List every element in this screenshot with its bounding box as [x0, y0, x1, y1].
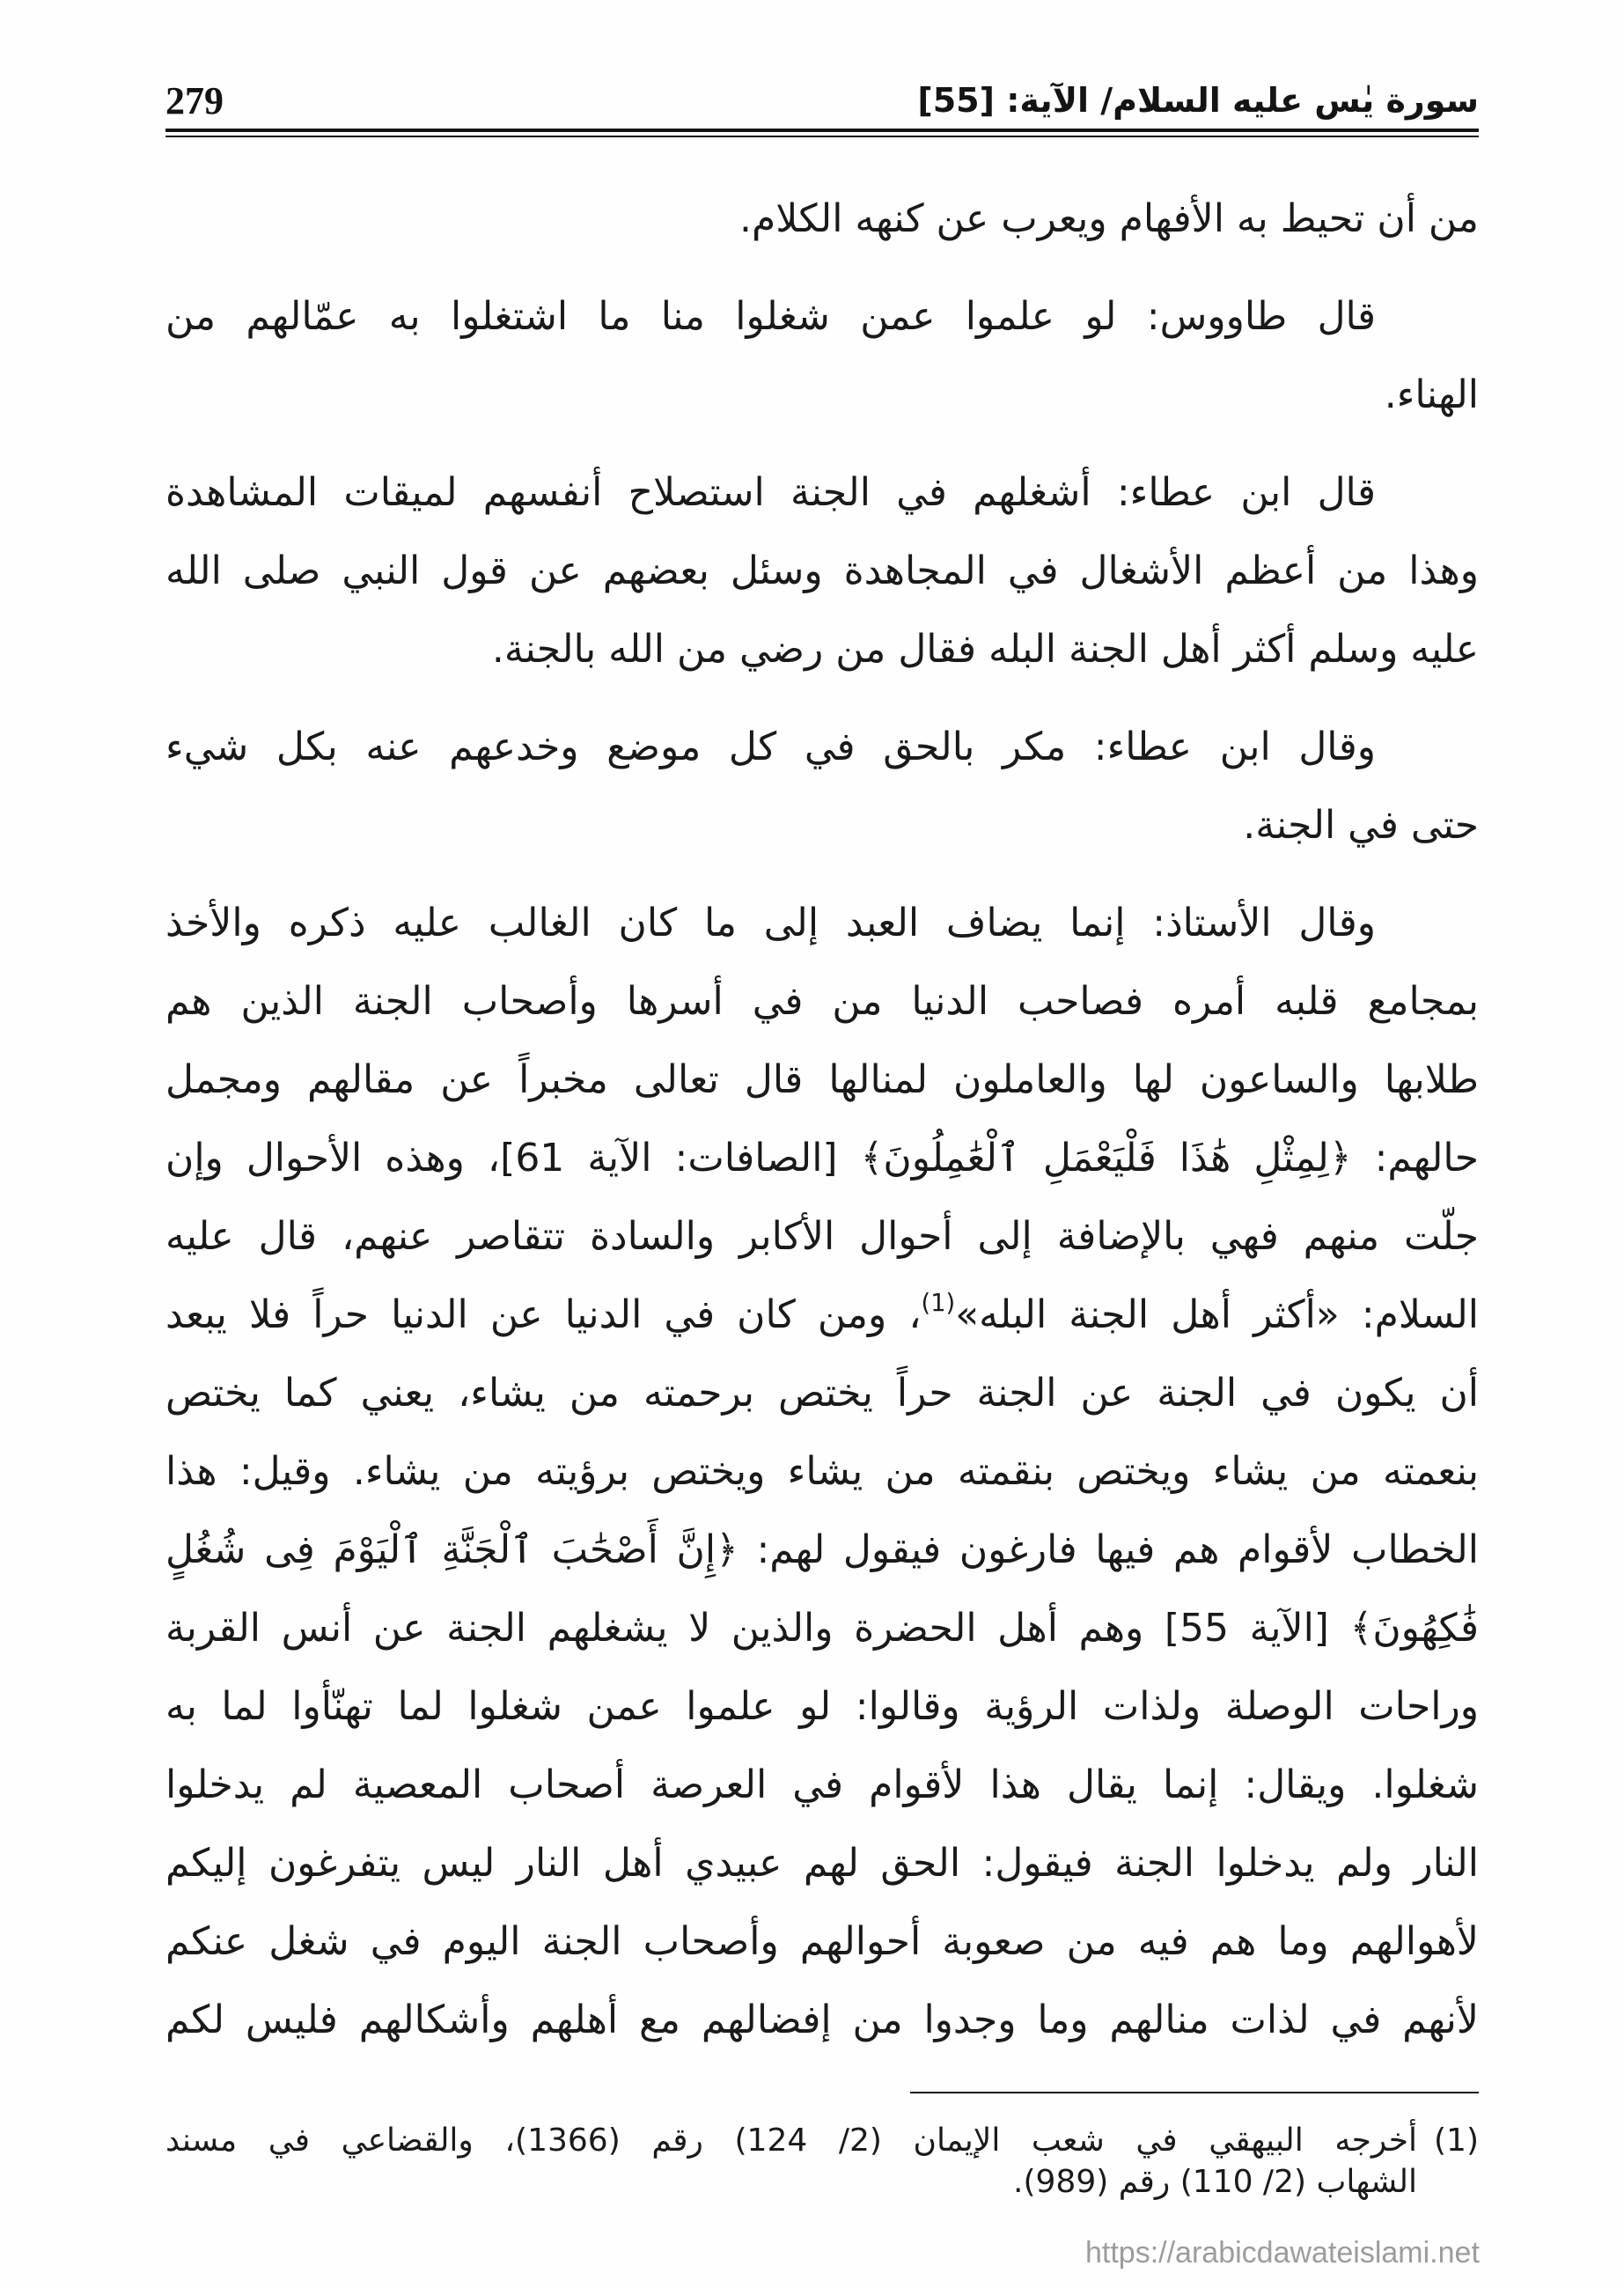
footnote-line: الشهاب (2/ 110) رقم (989).	[1013, 2164, 1417, 2200]
watermark-url: https://arabicdawateislami.net	[1085, 2236, 1480, 2270]
text-line: النار ولم يدخلوا الجنة فيقول: الحق لهم عبيدي أهل النار ليس يتفرغون إليكم	[165, 1841, 1479, 1886]
quran-verse-line: الخطاب لأقوام هم فيها فارغون فيقول لهم: ﴿إِنَّ أَصْحَٰبَ ٱلْجَنَّةِ ٱلْيَوْمَ فِى شُغُلٍ	[165, 1527, 1479, 1572]
page-number: 279	[165, 78, 224, 122]
text-line: قال طاووس: لو علموا عمن شغلوا منا ما اشتغلوا به عمّالهم من	[165, 294, 1376, 339]
text-line: بنعمته من يشاء ويختص بنقمته من يشاء ويختص برؤيته من يشاء. وقيل: هذا	[165, 1449, 1479, 1494]
text-line: طلابها والساعون لها والعاملون لمنالها قال تعالى مخبراً عن مقالهم ومجمل	[165, 1057, 1479, 1102]
header-rule-thin	[165, 136, 1479, 137]
footnote-text	[165, 2120, 1417, 2203]
paragraph	[165, 884, 1479, 2059]
text-line: قال ابن عطاء: أشغلهم في الجنة استصلاح أنفسهم لميقات المشاهدة	[165, 470, 1376, 515]
footnote-marker: (1)	[1434, 2122, 1479, 2159]
footnotes	[165, 2120, 1479, 2203]
quran-verse-line: فَٰكِهُونَ﴾ [الآية 55] وهم أهل الحضرة والذين لا يشغلهم الجنة عن أنس القربة	[165, 1606, 1480, 1651]
text-line: بمجامع قلبه أمره فصاحب الدنيا من في أسرها وأصحاب الجنة الذين هم	[165, 979, 1479, 1024]
footnote	[165, 2120, 1479, 2203]
text-line: وقال الأستاذ: إنما يضاف العبد إلى ما كان الغالب عليه ذكره والأخذ	[165, 901, 1376, 945]
paragraph	[165, 708, 1479, 864]
text-line: الهناء.	[1384, 372, 1479, 417]
quran-verse-line: حالهم: ﴿لِمِثْلِ هَٰذَا فَلْيَعْمَلِ ٱلْعَٰمِلُونَ﴾ [الصافات: الآية 61]، وهذه الأحوال وإن	[165, 1136, 1480, 1181]
text-line: عليه وسلم أكثر أهل الجنة البله فقال من رضي من الله بالجنة.	[491, 627, 1479, 672]
text-line: وقال ابن عطاء: مكر بالحق في كل موضع وخدعهم عنه بكل شيء	[165, 725, 1376, 769]
text-line: وهذا من أعظم الأشغال في المجاهدة وسئل بعضهم عن قول النبي صلى الله	[165, 548, 1479, 593]
text-line: أن يكون في الجنة عن الجنة حراً يختص برحمته من يشاء، يعني كما يختص	[165, 1371, 1479, 1416]
footnote-line: أخرجه البيهقي في شعب الإيمان (2/ 124) رقم (1366)، والقضاعي في مسند	[165, 2122, 1417, 2159]
footnote-separator	[910, 2092, 1479, 2093]
text-line: لأنهم في لذات منالهم وما وجدوا من إفضالهم مع أهلهم وأشكالهم فليس لكم	[165, 1997, 1479, 2042]
text-segment: السلام: «أكثر أهل الجنة البله»	[955, 1292, 1480, 1337]
paragraph	[165, 453, 1479, 688]
text-line: وراحات الوصلة ولذات الرؤية وقالوا: لو علموا عمن شغلوا لما تهنّأوا لما به	[165, 1684, 1479, 1729]
paragraph	[165, 180, 1479, 258]
text-line-with-note	[165, 1276, 1479, 1354]
footnote-reference: (1)	[921, 1289, 956, 1317]
page-header	[165, 74, 1479, 127]
header-rule-thick	[165, 129, 1479, 132]
text-line: جلّت منهم فهي بالإضافة إلى أحوال الأكابر والسادة تتقاصر عنهم، قال عليه	[165, 1214, 1479, 1259]
paragraph	[165, 277, 1479, 434]
text-line: لأهوالهم وما هم فيه من صعوبة أحوالهم وأصحاب الجنة اليوم في شغل عنكم	[165, 1919, 1479, 1964]
text-segment: ، ومن كان في الدنيا عن الدنيا حراً فلا يبعد	[165, 1292, 922, 1337]
text-line: شغلوا. ويقال: إنما يقال هذا لأقوام في العرصة أصحاب المعصية لم يدخلوا	[165, 1762, 1479, 1807]
text-line: حتى في الجنة.	[1243, 803, 1479, 848]
text-line: من أن تحيط به الأفهام ويعرب عن كنهه الكلام.	[739, 196, 1479, 241]
main-text	[165, 180, 1479, 2078]
running-title: سورة يٰس عليه السلام/ الآية: [55]	[917, 81, 1479, 120]
